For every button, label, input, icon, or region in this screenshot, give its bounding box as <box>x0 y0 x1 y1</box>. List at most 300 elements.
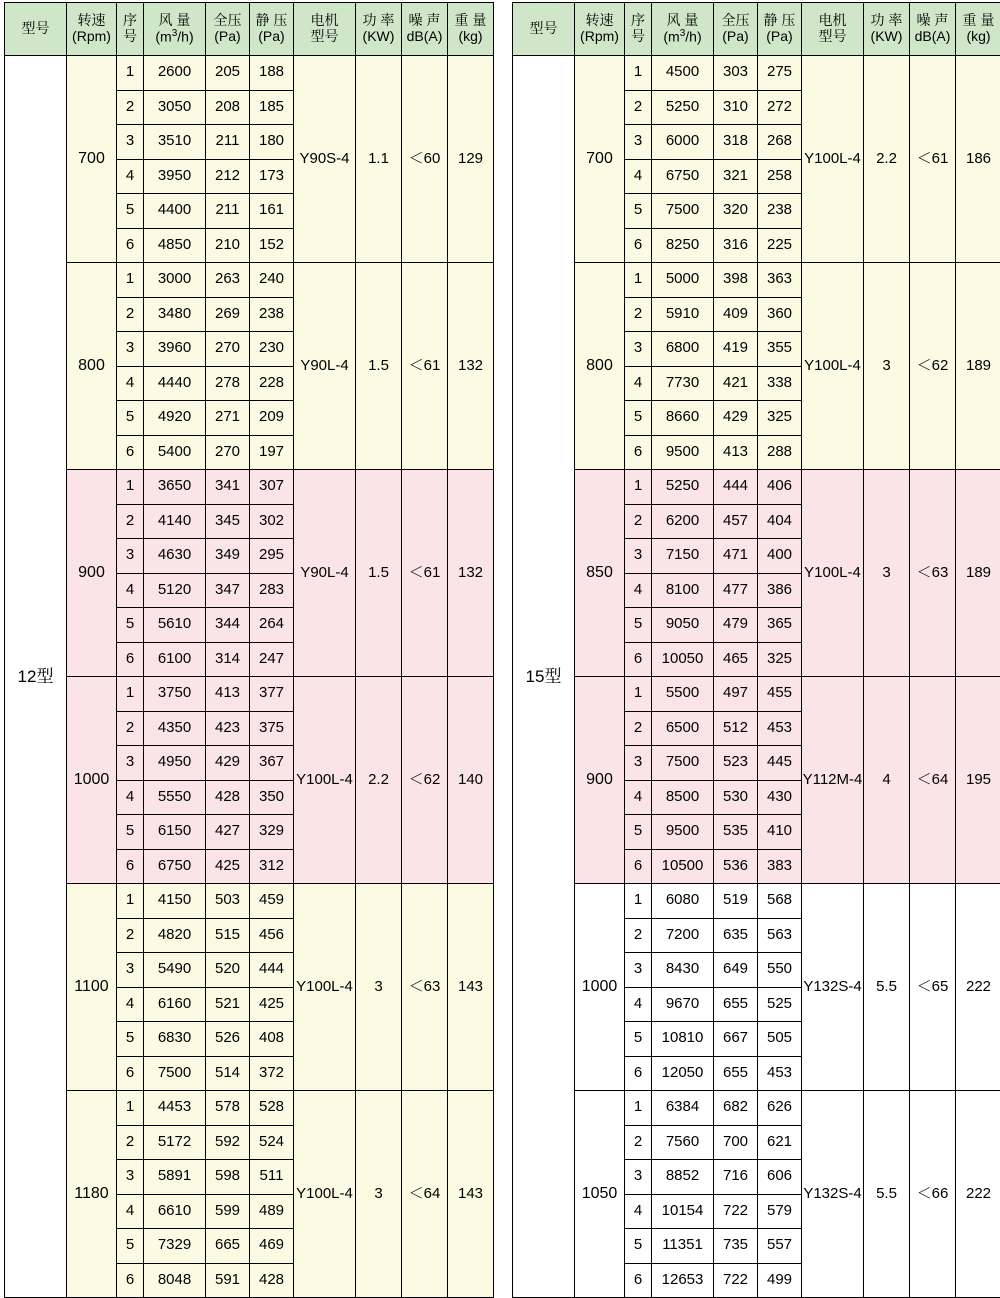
cell-rpm: 1000 <box>67 677 117 884</box>
cell-total-pressure: 429 <box>714 401 758 436</box>
cell-power: 3 <box>864 470 910 677</box>
cell-rpm: 700 <box>67 56 117 263</box>
cell-weight: 140 <box>448 677 494 884</box>
cell-index: 1 <box>117 470 144 505</box>
cell-static-pressure: 295 <box>250 539 294 574</box>
cell-motor-model: Y112M-4 <box>802 677 864 884</box>
cell-static-pressure: 568 <box>758 884 802 919</box>
cell-static-pressure: 180 <box>250 125 294 160</box>
cell-total-pressure: 457 <box>714 504 758 539</box>
header-index: 序 号 <box>625 3 652 56</box>
cell-total-pressure: 269 <box>206 297 250 332</box>
cell-index: 3 <box>117 1160 144 1195</box>
cell-noise: ＜65 <box>910 884 956 1091</box>
table-row <box>5 263 494 298</box>
cell-static-pressure: 621 <box>758 1125 802 1160</box>
cell-power: 3 <box>356 884 402 1091</box>
table-head <box>5 3 494 56</box>
header-motor-model: 电机 型号 <box>294 3 356 56</box>
cell-total-pressure: 599 <box>206 1194 250 1229</box>
cell-flow: 5250 <box>652 470 714 505</box>
cell-flow: 3960 <box>144 332 206 367</box>
cell-total-pressure: 444 <box>714 470 758 505</box>
cell-motor-model: Y100L-4 <box>294 884 356 1091</box>
cell-total-pressure: 316 <box>714 228 758 263</box>
cell-index: 5 <box>117 194 144 229</box>
cell-total-pressure: 211 <box>206 194 250 229</box>
cell-flow: 4350 <box>144 711 206 746</box>
fan-spec-table-12 <box>4 2 494 1298</box>
cell-total-pressure: 700 <box>714 1125 758 1160</box>
cell-static-pressure: 400 <box>758 539 802 574</box>
header-index: 序 号 <box>117 3 144 56</box>
cell-index: 4 <box>625 1194 652 1229</box>
header-flow: 风 量 $(m^3/h)$ <box>144 3 206 56</box>
cell-flow: 5000 <box>652 263 714 298</box>
cell-noise: ＜62 <box>910 263 956 470</box>
cell-static-pressure: 161 <box>250 194 294 229</box>
cell-index: 1 <box>117 56 144 91</box>
table-row <box>5 1091 494 1126</box>
cell-flow: 11351 <box>652 1229 714 1264</box>
cell-index: 1 <box>625 677 652 712</box>
cell-flow: 10500 <box>652 849 714 884</box>
header-total-pressure: 全压 (Pa) <box>206 3 250 56</box>
cell-index: 5 <box>117 401 144 436</box>
cell-static-pressure: 288 <box>758 435 802 470</box>
cell-index: 1 <box>625 884 652 919</box>
cell-flow: 8100 <box>652 573 714 608</box>
cell-total-pressure: 205 <box>206 56 250 91</box>
cell-flow: 12653 <box>652 1263 714 1298</box>
cell-rpm: 1100 <box>67 884 117 1091</box>
cell-index: 5 <box>625 1022 652 1057</box>
cell-total-pressure: 592 <box>206 1125 250 1160</box>
cell-flow: 4630 <box>144 539 206 574</box>
cell-flow: 5891 <box>144 1160 206 1195</box>
cell-total-pressure: 398 <box>714 263 758 298</box>
cell-total-pressure: 635 <box>714 918 758 953</box>
cell-power: 1.1 <box>356 56 402 263</box>
cell-index: 2 <box>117 918 144 953</box>
cell-static-pressure: 197 <box>250 435 294 470</box>
cell-flow: 5910 <box>652 297 714 332</box>
cell-flow: 10050 <box>652 642 714 677</box>
cell-index: 4 <box>117 1194 144 1229</box>
cell-flow: 4500 <box>652 56 714 91</box>
cell-flow: 6080 <box>652 884 714 919</box>
cell-index: 5 <box>625 401 652 436</box>
cell-flow: 5500 <box>652 677 714 712</box>
cell-weight: 129 <box>448 56 494 263</box>
cell-flow: 9500 <box>652 815 714 850</box>
cell-static-pressure: 444 <box>250 953 294 988</box>
cell-static-pressure: 360 <box>758 297 802 332</box>
cell-index: 2 <box>117 90 144 125</box>
cell-static-pressure: 152 <box>250 228 294 263</box>
cell-motor-model: Y90S-4 <box>294 56 356 263</box>
cell-index: 5 <box>625 194 652 229</box>
cell-static-pressure: 188 <box>250 56 294 91</box>
cell-total-pressure: 423 <box>206 711 250 746</box>
cell-flow: 9500 <box>652 435 714 470</box>
cell-index: 2 <box>117 1125 144 1160</box>
cell-weight: 143 <box>448 884 494 1091</box>
header-flow: 风 量 $(m^3/h)$ <box>652 3 714 56</box>
cell-index: 1 <box>625 470 652 505</box>
cell-noise: ＜63 <box>402 884 448 1091</box>
cell-flow: 7730 <box>652 366 714 401</box>
cell-index: 3 <box>625 953 652 988</box>
cell-static-pressure: 283 <box>250 573 294 608</box>
cell-power: 5.5 <box>864 1091 910 1298</box>
cell-static-pressure: 430 <box>758 780 802 815</box>
cell-total-pressure: 477 <box>714 573 758 608</box>
header-noise: 噪 声 dB(A) <box>910 3 956 56</box>
cell-power: 2.2 <box>356 677 402 884</box>
cell-total-pressure: 271 <box>206 401 250 436</box>
cell-flow: 4820 <box>144 918 206 953</box>
cell-index: 5 <box>117 1229 144 1264</box>
cell-static-pressure: 363 <box>758 263 802 298</box>
header-model: 型号 <box>5 3 67 56</box>
cell-index: 4 <box>117 987 144 1022</box>
cell-flow: 10810 <box>652 1022 714 1057</box>
cell-static-pressure: 377 <box>250 677 294 712</box>
cell-static-pressure: 258 <box>758 159 802 194</box>
cell-flow: 6500 <box>652 711 714 746</box>
cell-model: 15型 <box>513 56 575 1298</box>
cell-flow: 9050 <box>652 608 714 643</box>
cell-index: 1 <box>117 263 144 298</box>
cell-motor-model: Y132S-4 <box>802 1091 864 1298</box>
cell-motor-model: Y100L-4 <box>802 470 864 677</box>
cell-index: 6 <box>117 1056 144 1091</box>
cell-static-pressure: 469 <box>250 1229 294 1264</box>
cell-static-pressure: 238 <box>758 194 802 229</box>
cell-static-pressure: 525 <box>758 987 802 1022</box>
cell-flow: 3950 <box>144 159 206 194</box>
cell-index: 5 <box>625 815 652 850</box>
cell-index: 6 <box>625 228 652 263</box>
cell-flow: 6150 <box>144 815 206 850</box>
header-motor-model: 电机 型号 <box>802 3 864 56</box>
cell-noise: ＜66 <box>910 1091 956 1298</box>
cell-index: 4 <box>625 366 652 401</box>
table-body <box>5 56 494 1298</box>
cell-flow: 8500 <box>652 780 714 815</box>
cell-total-pressure: 421 <box>714 366 758 401</box>
cell-static-pressure: 240 <box>250 263 294 298</box>
cell-static-pressure: 505 <box>758 1022 802 1057</box>
cell-total-pressure: 655 <box>714 987 758 1022</box>
cell-total-pressure: 471 <box>714 539 758 574</box>
cell-weight: 189 <box>956 470 1000 677</box>
cell-flow: 3650 <box>144 470 206 505</box>
cell-flow: 8048 <box>144 1263 206 1298</box>
cell-total-pressure: 425 <box>206 849 250 884</box>
cell-rpm: 850 <box>575 470 625 677</box>
cell-static-pressure: 272 <box>758 90 802 125</box>
cell-index: 2 <box>625 918 652 953</box>
cell-index: 5 <box>625 1229 652 1264</box>
header-static-pressure: 静 压 (Pa) <box>250 3 294 56</box>
cell-flow: 4453 <box>144 1091 206 1126</box>
cell-rpm: 900 <box>67 470 117 677</box>
cell-flow: 8250 <box>652 228 714 263</box>
cell-flow: 4950 <box>144 746 206 781</box>
cell-total-pressure: 682 <box>714 1091 758 1126</box>
cell-total-pressure: 535 <box>714 815 758 850</box>
cell-index: 5 <box>625 608 652 643</box>
cell-static-pressure: 626 <box>758 1091 802 1126</box>
cell-flow: 3000 <box>144 263 206 298</box>
cell-weight: 143 <box>448 1091 494 1298</box>
cell-flow: 6750 <box>144 849 206 884</box>
table-row <box>5 470 494 505</box>
cell-flow: 10154 <box>652 1194 714 1229</box>
cell-flow: 7329 <box>144 1229 206 1264</box>
table-wrapper-right <box>512 2 1000 1240</box>
cell-total-pressure: 519 <box>714 884 758 919</box>
cell-index: 2 <box>625 711 652 746</box>
cell-power: 3 <box>864 263 910 470</box>
cell-flow: 4140 <box>144 504 206 539</box>
cell-static-pressure: 238 <box>250 297 294 332</box>
cell-static-pressure: 173 <box>250 159 294 194</box>
cell-rpm: 900 <box>575 677 625 884</box>
cell-index: 2 <box>625 1125 652 1160</box>
cell-static-pressure: 524 <box>250 1125 294 1160</box>
cell-power: 3 <box>356 1091 402 1298</box>
cell-flow: 3480 <box>144 297 206 332</box>
cell-flow: 4150 <box>144 884 206 919</box>
cell-static-pressure: 350 <box>250 780 294 815</box>
cell-noise: ＜64 <box>910 677 956 884</box>
cell-noise: ＜62 <box>402 677 448 884</box>
cell-power: 2.2 <box>864 56 910 263</box>
table-row <box>513 263 1000 298</box>
cell-index: 2 <box>117 504 144 539</box>
cell-total-pressure: 349 <box>206 539 250 574</box>
cell-static-pressure: 365 <box>758 608 802 643</box>
cell-index: 6 <box>625 1056 652 1091</box>
cell-flow: 6750 <box>652 159 714 194</box>
header-model: 型号 <box>513 3 575 56</box>
cell-power: 1.5 <box>356 470 402 677</box>
cell-static-pressure: 247 <box>250 642 294 677</box>
cell-flow: 5550 <box>144 780 206 815</box>
cell-total-pressure: 526 <box>206 1022 250 1057</box>
cell-total-pressure: 536 <box>714 849 758 884</box>
cell-flow: 3510 <box>144 125 206 160</box>
cell-static-pressure: 302 <box>250 504 294 539</box>
cell-total-pressure: 270 <box>206 332 250 367</box>
cell-static-pressure: 404 <box>758 504 802 539</box>
cell-total-pressure: 716 <box>714 1160 758 1195</box>
header-static-pressure: 静 压 (Pa) <box>758 3 802 56</box>
cell-index: 2 <box>625 90 652 125</box>
cell-static-pressure: 459 <box>250 884 294 919</box>
cell-motor-model: Y100L-4 <box>802 56 864 263</box>
cell-rpm: 800 <box>67 263 117 470</box>
header-total-pressure: 全压 (Pa) <box>714 3 758 56</box>
cell-rpm: 800 <box>575 263 625 470</box>
cell-flow: 6000 <box>652 125 714 160</box>
cell-static-pressure: 228 <box>250 366 294 401</box>
cell-motor-model: Y90L-4 <box>294 263 356 470</box>
cell-flow: 7150 <box>652 539 714 574</box>
cell-total-pressure: 413 <box>206 677 250 712</box>
cell-flow: 9670 <box>652 987 714 1022</box>
cell-flow: 5490 <box>144 953 206 988</box>
cell-index: 4 <box>117 159 144 194</box>
cell-flow: 8852 <box>652 1160 714 1195</box>
cell-static-pressure: 355 <box>758 332 802 367</box>
cell-motor-model: Y132S-4 <box>802 884 864 1091</box>
cell-index: 6 <box>117 849 144 884</box>
cell-static-pressure: 606 <box>758 1160 802 1195</box>
fan-spec-table-15 <box>512 2 1000 1298</box>
cell-static-pressure: 579 <box>758 1194 802 1229</box>
table-row <box>513 677 1000 712</box>
cell-flow: 6384 <box>652 1091 714 1126</box>
cell-flow: 5172 <box>144 1125 206 1160</box>
cell-motor-model: Y100L-4 <box>294 1091 356 1298</box>
cell-total-pressure: 303 <box>714 56 758 91</box>
cell-index: 4 <box>625 573 652 608</box>
header-row <box>513 3 1000 56</box>
cell-motor-model: Y100L-4 <box>802 263 864 470</box>
cell-rpm: 700 <box>575 56 625 263</box>
cell-index: 6 <box>117 1263 144 1298</box>
cell-flow: 5400 <box>144 435 206 470</box>
cell-static-pressure: 338 <box>758 366 802 401</box>
cell-static-pressure: 406 <box>758 470 802 505</box>
cell-total-pressure: 722 <box>714 1194 758 1229</box>
header-weight: 重 量 (kg) <box>448 3 494 56</box>
cell-static-pressure: 325 <box>758 642 802 677</box>
cell-index: 4 <box>117 573 144 608</box>
cell-total-pressure: 341 <box>206 470 250 505</box>
cell-static-pressure: 445 <box>758 746 802 781</box>
cell-index: 5 <box>117 1022 144 1057</box>
cell-flow: 7560 <box>652 1125 714 1160</box>
cell-flow: 5610 <box>144 608 206 643</box>
cell-static-pressure: 425 <box>250 987 294 1022</box>
cell-total-pressure: 530 <box>714 780 758 815</box>
cell-flow: 7500 <box>652 746 714 781</box>
cell-static-pressure: 329 <box>250 815 294 850</box>
cell-index: 3 <box>117 746 144 781</box>
cell-index: 3 <box>117 953 144 988</box>
cell-total-pressure: 211 <box>206 125 250 160</box>
table-row <box>5 56 494 91</box>
cell-total-pressure: 515 <box>206 918 250 953</box>
cell-static-pressure: 499 <box>758 1263 802 1298</box>
cell-index: 3 <box>117 539 144 574</box>
cell-flow: 8430 <box>652 953 714 988</box>
cell-index: 6 <box>117 435 144 470</box>
header-power: 功 率 (KW) <box>356 3 402 56</box>
cell-total-pressure: 270 <box>206 435 250 470</box>
cell-index: 4 <box>625 780 652 815</box>
cell-static-pressure: 275 <box>758 56 802 91</box>
cell-noise: ＜61 <box>402 263 448 470</box>
cell-index: 3 <box>625 125 652 160</box>
cell-total-pressure: 427 <box>206 815 250 850</box>
header-power: 功 率 (KW) <box>864 3 910 56</box>
cell-static-pressure: 550 <box>758 953 802 988</box>
cell-total-pressure: 429 <box>206 746 250 781</box>
header-weight: 重 量 (kg) <box>956 3 1000 56</box>
cell-index: 1 <box>117 884 144 919</box>
cell-flow: 6830 <box>144 1022 206 1057</box>
cell-index: 2 <box>117 711 144 746</box>
cell-static-pressure: 511 <box>250 1160 294 1195</box>
cell-index: 3 <box>117 125 144 160</box>
cell-index: 2 <box>117 297 144 332</box>
cell-static-pressure: 307 <box>250 470 294 505</box>
cell-total-pressure: 409 <box>714 297 758 332</box>
header-rpm: 转速 (Rpm) <box>67 3 117 56</box>
cell-motor-model: Y100L-4 <box>294 677 356 884</box>
cell-weight: 132 <box>448 470 494 677</box>
cell-weight: 189 <box>956 263 1000 470</box>
cell-rpm: 1180 <box>67 1091 117 1298</box>
cell-total-pressure: 497 <box>714 677 758 712</box>
cell-flow: 4400 <box>144 194 206 229</box>
table-row <box>513 470 1000 505</box>
cell-total-pressure: 321 <box>714 159 758 194</box>
cell-total-pressure: 649 <box>714 953 758 988</box>
cell-index: 6 <box>625 435 652 470</box>
cell-flow: 5120 <box>144 573 206 608</box>
cell-rpm: 1000 <box>575 884 625 1091</box>
cell-total-pressure: 465 <box>714 642 758 677</box>
cell-flow: 12050 <box>652 1056 714 1091</box>
cell-index: 1 <box>117 1091 144 1126</box>
cell-flow: 7500 <box>652 194 714 229</box>
cell-index: 1 <box>625 56 652 91</box>
cell-index: 6 <box>117 642 144 677</box>
cell-static-pressure: 563 <box>758 918 802 953</box>
cell-index: 4 <box>117 780 144 815</box>
cell-rpm: 1050 <box>575 1091 625 1298</box>
cell-noise: ＜61 <box>402 470 448 677</box>
cell-flow: 4440 <box>144 366 206 401</box>
cell-total-pressure: 520 <box>206 953 250 988</box>
cell-static-pressure: 230 <box>250 332 294 367</box>
cell-total-pressure: 208 <box>206 90 250 125</box>
cell-index: 3 <box>117 332 144 367</box>
cell-total-pressure: 347 <box>206 573 250 608</box>
cell-total-pressure: 428 <box>206 780 250 815</box>
cell-index: 2 <box>625 297 652 332</box>
cell-index: 3 <box>625 746 652 781</box>
cell-flow: 4850 <box>144 228 206 263</box>
table-head <box>513 3 1000 56</box>
cell-static-pressure: 489 <box>250 1194 294 1229</box>
cell-weight: 195 <box>956 677 1000 884</box>
cell-static-pressure: 410 <box>758 815 802 850</box>
cell-total-pressure: 345 <box>206 504 250 539</box>
cell-static-pressure: 428 <box>250 1263 294 1298</box>
cell-weight: 222 <box>956 1091 1000 1298</box>
cell-total-pressure: 278 <box>206 366 250 401</box>
cell-index: 3 <box>625 332 652 367</box>
cell-static-pressure: 386 <box>758 573 802 608</box>
